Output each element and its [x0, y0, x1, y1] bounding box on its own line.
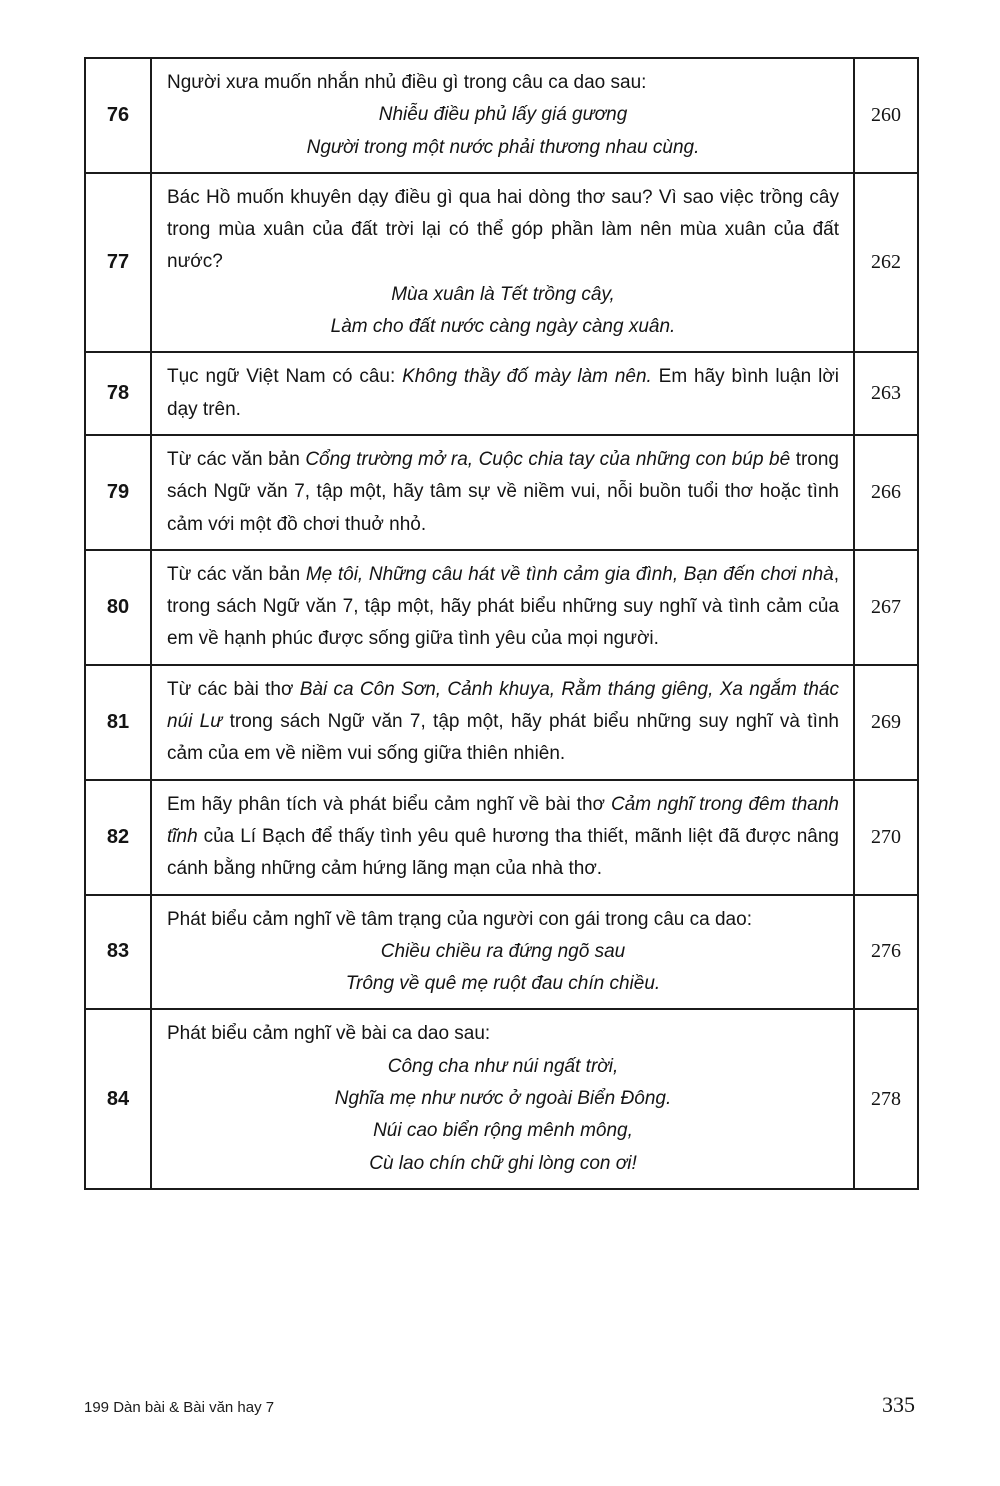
verse-line: Cù lao chín chữ ghi lòng con ơi! [369, 1152, 637, 1174]
text-segment: trong sách Ngữ văn 7, tập một, hãy phát biểu những suy nghĩ và tình cảm của em về niềm vui sống giữa thiên nhiên. [167, 711, 839, 765]
verse-line: Nghĩa mẹ như nước ở ngoài Biển Đông. [334, 1088, 672, 1110]
question-text [167, 361, 839, 426]
page-number: 278 [871, 1087, 901, 1110]
question-number: 79 [106, 480, 130, 503]
question-content [150, 896, 855, 1009]
text-segment: Từ các văn bản [167, 563, 306, 585]
verse-line: Công cha như núi ngất trời, [387, 1055, 619, 1077]
table-row [86, 551, 917, 666]
table-row [86, 1010, 917, 1187]
question-number: 82 [106, 825, 130, 848]
verse-line: Núi cao biển rộng mênh mông, [373, 1120, 633, 1142]
book-title-footer: 199 Dàn bài & Bài văn hay 7 [84, 1399, 275, 1416]
text-segment-italic: Bài ca Côn Sơn, Cảnh khuya, Rằm tháng giêng, Xa ngắm thác núi Lư [167, 678, 839, 733]
text-segment: Em hãy phân tích và phát biểu cảm nghĩ về bài thơ [167, 793, 611, 815]
text-segment: Tục ngữ Việt Nam có câu: [167, 366, 403, 388]
question-content [150, 436, 855, 549]
question-number: 80 [106, 595, 130, 618]
question-content [150, 1010, 855, 1187]
text-segment-italic: Mẹ tôi, Những câu hát về tình cảm gia đình, Bạn đến chơi nhà [305, 563, 834, 585]
table-row [86, 896, 917, 1011]
question-content [150, 174, 855, 351]
question-text [167, 67, 839, 99]
question-number: 77 [106, 251, 130, 274]
question-content [150, 551, 855, 664]
verse-line: Nhiễu điều phủ lấy giá gương [378, 104, 628, 126]
question-number: 83 [106, 940, 130, 963]
question-content [150, 781, 855, 894]
text-segment-italic: Không thầy đố mày làm nên. [402, 366, 652, 388]
text-segment: Em hãy bình luận lời dạy trên. [167, 366, 839, 420]
text-segment: trong sách Ngữ văn 7, tập một, hãy tâm sự về niềm vui, nỗi buồn tuổi thơ hoặc tình cảm với một đồ chơi thuở nhỏ. [167, 448, 839, 535]
table-row [86, 666, 917, 781]
page-number: 269 [871, 710, 901, 733]
text-segment: Phát biểu cảm nghĩ về bài ca dao sau: [167, 1023, 491, 1045]
text-segment: Bác Hồ muốn khuyên dạy điều gì qua hai dòng thơ sau? Vì sao việc trồng cây trong mùa xuân của đất trời lại có thể góp phần làm nên mùa xuân của đất nước? [167, 186, 839, 273]
question-text [167, 182, 839, 279]
question-number: 78 [106, 382, 130, 405]
table-row [86, 781, 917, 896]
verse-line: Mùa xuân là Tết trồng cây, [391, 283, 615, 305]
question-number: 84 [106, 1087, 130, 1110]
folio-page-number: 335 [882, 1392, 915, 1417]
topics-index-table [84, 57, 919, 1190]
table-row [86, 174, 917, 353]
question-text [167, 444, 839, 541]
question-content [150, 666, 855, 779]
question-content [150, 59, 855, 172]
text-segment-italic: Cổng trường mở ra, Cuộc chia tay của những con búp bê [305, 448, 791, 470]
table-row [86, 436, 917, 551]
page-number: 270 [871, 825, 901, 848]
question-text [167, 1018, 839, 1050]
page-number: 267 [871, 595, 901, 618]
question-number: 81 [106, 710, 130, 733]
table-row [86, 59, 917, 174]
text-segment-italic: Cảm nghĩ trong đêm thanh tĩnh [167, 793, 839, 847]
page-number: 262 [871, 251, 901, 274]
question-number: 76 [106, 103, 130, 126]
page-number: 266 [871, 480, 901, 503]
table-row [86, 353, 917, 436]
question-text [167, 789, 839, 886]
verse-line: Làm cho đất nước càng ngày càng xuân. [330, 316, 676, 338]
page-footer [84, 1392, 915, 1418]
text-segment: Từ các văn bản [167, 448, 306, 470]
text-segment: Phát biểu cảm nghĩ về tâm trạng của người con gái trong câu ca dao: [167, 908, 752, 930]
page-number: 260 [871, 103, 901, 126]
page-number: 276 [871, 940, 901, 963]
text-segment: Từ các bài thơ [167, 678, 300, 700]
question-text [167, 904, 839, 936]
verse-line: Trông về quê mẹ ruột đau chín chiều. [345, 973, 661, 995]
page-number: 263 [871, 382, 901, 405]
text-segment: của Lí Bạch để thấy tình yêu quê hương tha thiết, mãnh liệt đã được nâng cánh bằng những cảm hứng lãng mạn của nhà thơ. [167, 825, 839, 880]
text-segment: , trong sách Ngữ văn 7, tập một, hãy phát biểu những suy nghĩ và tình cảm của em về hạnh phúc được sống giữa tình yêu của mọi người. [167, 563, 839, 650]
question-content [150, 353, 855, 434]
text-segment: Người xưa muốn nhắn nhủ điều gì trong câu ca dao sau: [167, 72, 647, 93]
verse-line: Người trong một nước phải thương nhau cùng. [306, 136, 700, 158]
question-text [167, 559, 839, 656]
verse-line: Chiều chiều ra đứng ngõ sau [380, 940, 626, 962]
question-text [167, 674, 839, 771]
